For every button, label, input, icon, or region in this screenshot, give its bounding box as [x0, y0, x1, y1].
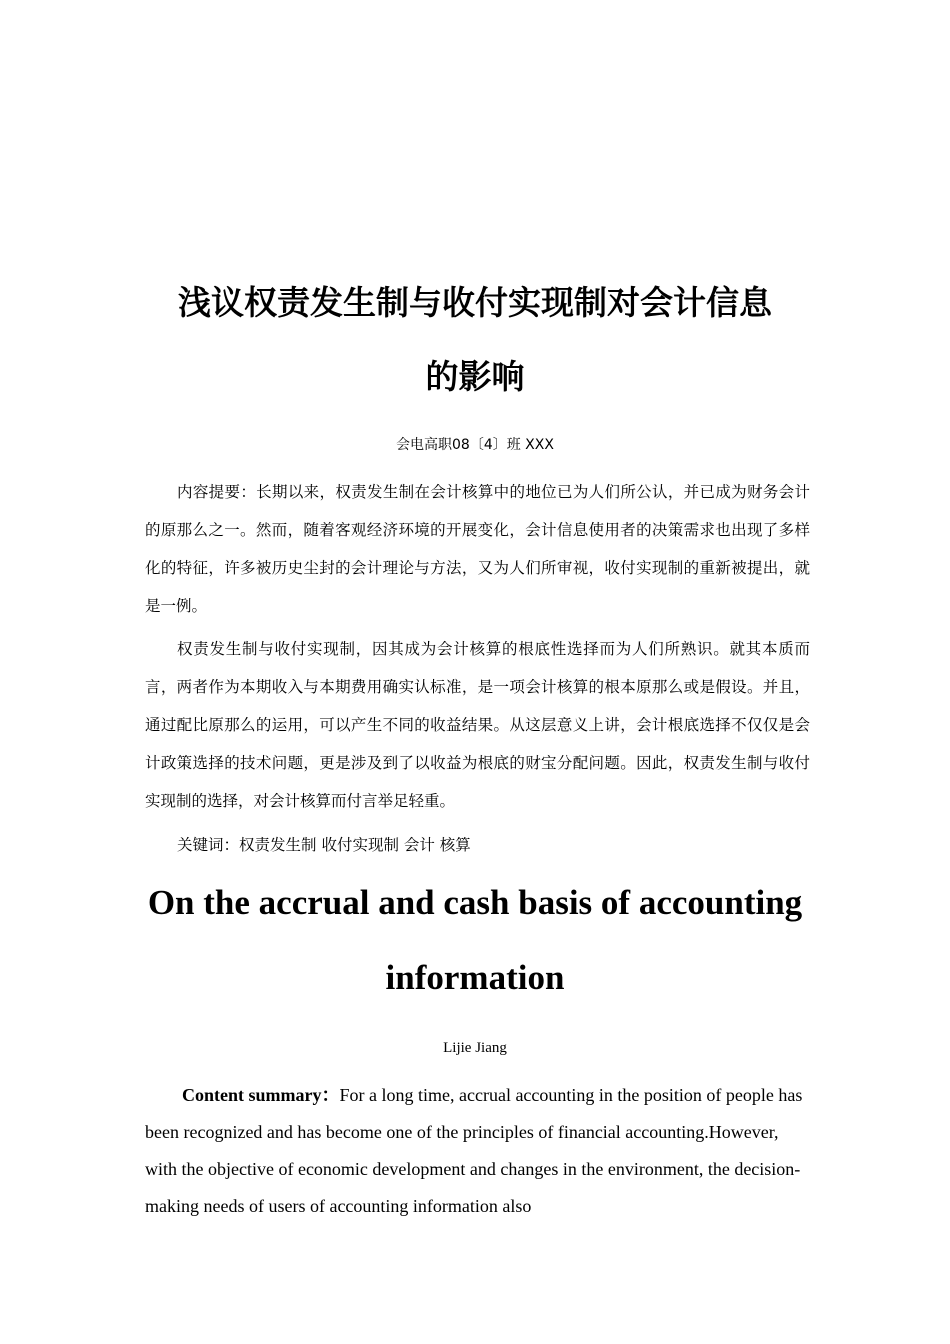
chinese-keywords-text: 权责发生制 收付实现制 会计 核算: [239, 836, 471, 854]
english-summary-label: Content summary：: [182, 1085, 340, 1105]
chinese-author-line: 会电高职08〔4〕班 XXX: [396, 437, 554, 453]
chinese-abstract-text: 长期以来，权责发生制在会计核算中的地位已为人们所公认，并已成为财务会计的原那么之一。然而，随着客观经济环境的开展变化，会计信息使用者的决策需求也出现了多样化的特征，许多被历史尘封的会计理论与方法，又为人们所审视，收付实现制的重新被提出，就是一例。: [145, 483, 810, 615]
chinese-paragraph-2: 权责发生制与收付实现制，因其成为会计核算的根底性选择而为人们所熟识。就其本质而言，两者作为本期收入与本期费用确实认标准，是一项会计核算的根本原那么或是假设。并且，通过配比原那么的运用，可以产生不同的收益结果。从这层意义上讲，会计根底选择不仅仅是会计政策选择的技术问题，更是涉及到了以收益为根底的财宝分配问题。因此，权责发生制与收付实现制的选择，对会计核算而付言举足轻重。: [145, 640, 810, 810]
chinese-keywords-label: 关键词：: [177, 836, 240, 854]
english-summary-text: For a long time, accrual accounting in the position of people has been recognized and has become one of the principles of financial accounting.However, with the objective of economic development and changes in the environment, the decision-making needs of users of accounting information also: [145, 1085, 803, 1216]
chinese-title-line-2: 的影响: [425, 357, 525, 396]
chinese-abstract: [145, 473, 810, 625]
english-summary: [145, 1077, 810, 1225]
chinese-abstract-label: 内容提要：: [177, 483, 257, 501]
english-author-line: Lijie Jiang: [443, 1040, 507, 1056]
english-title-line-1: On the accrual and cash basis of accounting: [147, 883, 803, 922]
chinese-keywords: [145, 826, 810, 864]
english-title-line-2: information: [385, 958, 565, 997]
chinese-title-line-1: 浅议权责发生制与收付实现制对会计信息: [178, 283, 772, 322]
